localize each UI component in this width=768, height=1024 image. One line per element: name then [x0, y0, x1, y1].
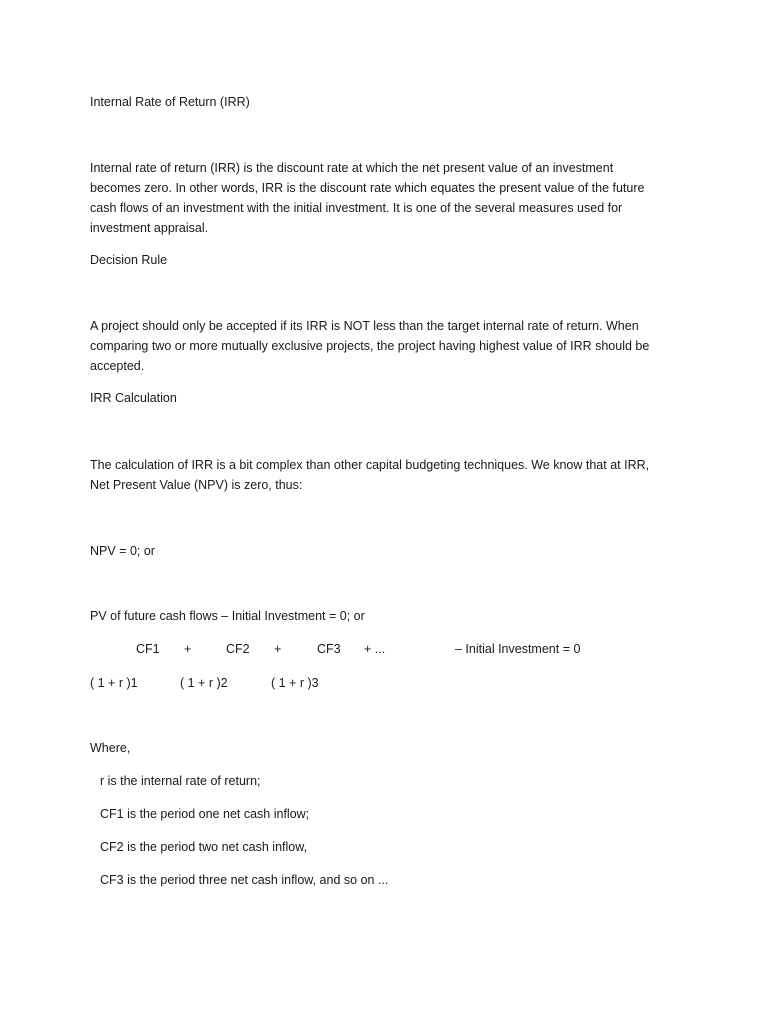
- calculation-paragraph: [90, 455, 670, 495]
- initial-investment-term: – Initial Investment = 0: [455, 642, 581, 656]
- plus-sign: +: [184, 642, 192, 656]
- definition-r: r is the internal rate of return;: [100, 774, 261, 788]
- decision-line: comparing two or more mutually exclusive projects, the project having highest value of IRR should be: [90, 339, 650, 353]
- pv-equation: PV of future cash flows – Initial Investment = 0; or: [90, 609, 365, 623]
- plus-sign: +: [274, 642, 282, 656]
- denominator-2: ( 1 + r )2: [180, 676, 228, 690]
- definition-cf1: CF1 is the period one net cash inflow;: [100, 807, 310, 821]
- denominator-1: ( 1 + r )1: [90, 676, 138, 690]
- decision-line: A project should only be accepted if its IRR is NOT less than the target internal rate of return. When: [90, 319, 639, 333]
- intro-line: investment appraisal.: [90, 221, 209, 235]
- decision-rule-paragraph: [90, 316, 670, 376]
- denominator-3: ( 1 + r )3: [271, 676, 319, 690]
- ellipsis-term: + ...: [364, 642, 386, 656]
- numerator-cf1: CF1: [136, 642, 160, 656]
- intro-paragraph: [90, 158, 670, 238]
- npv-equation: NPV = 0; or: [90, 544, 155, 558]
- intro-line: cash flows of an investment with the initial investment. It is one of the several measures used for: [90, 201, 623, 215]
- definition-cf2: CF2 is the period two net cash inflow,: [100, 840, 308, 854]
- calc-line: The calculation of IRR is a bit complex than other capital budgeting techniques. We know that at IRR,: [90, 458, 650, 472]
- intro-line: Internal rate of return (IRR) is the discount rate at which the net present value of an investment: [90, 161, 614, 175]
- where-label: Where,: [90, 741, 131, 755]
- numerator-cf2: CF2: [226, 642, 250, 656]
- calc-line: Net Present Value (NPV) is zero, thus:: [90, 478, 303, 492]
- document-title: Internal Rate of Return (IRR): [90, 95, 250, 109]
- decision-line: accepted.: [90, 359, 145, 373]
- numerator-cf3: CF3: [317, 642, 341, 656]
- intro-line: becomes zero. In other words, IRR is the discount rate which equates the present value of the future: [90, 181, 645, 195]
- decision-rule-heading: Decision Rule: [90, 253, 168, 267]
- irr-calculation-heading: IRR Calculation: [90, 391, 177, 405]
- definition-cf3: CF3 is the period three net cash inflow, and so on ...: [100, 873, 389, 887]
